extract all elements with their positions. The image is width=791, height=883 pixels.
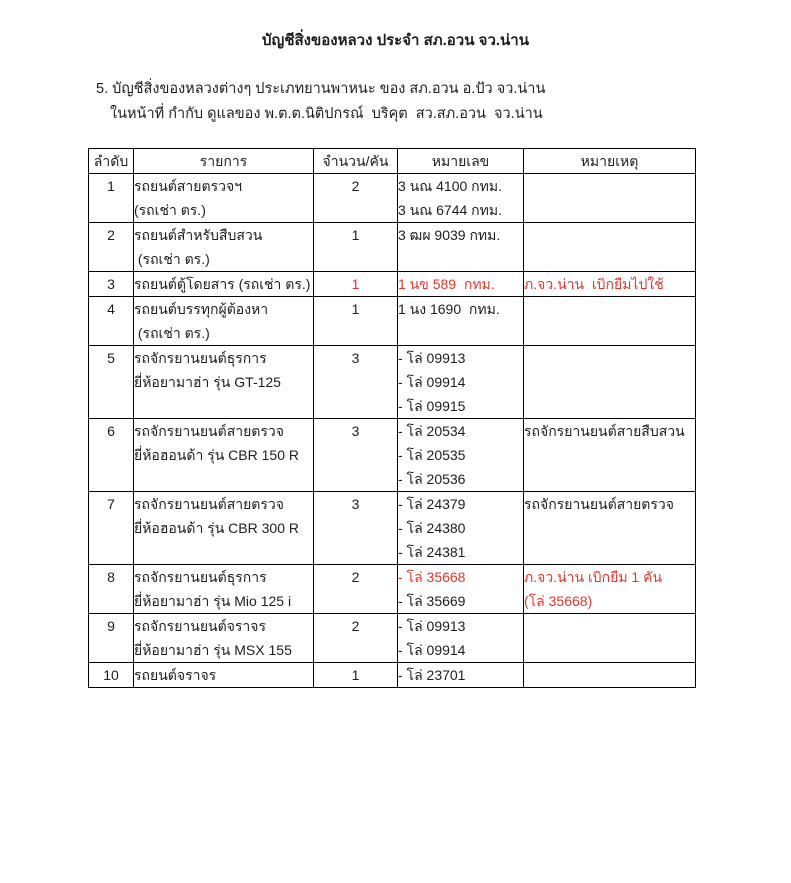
row-number-cell xyxy=(89,663,134,688)
quantity-cell xyxy=(314,174,398,223)
cell-line: - โล่ 20534 xyxy=(398,423,466,439)
cell-line: (รถเช่า ตร.) xyxy=(134,202,206,218)
cell-line: - โล่ 35669 xyxy=(398,593,466,609)
cell-line: 3 xyxy=(107,276,115,292)
cell-line: รถจักรยานยนต์ธุรการ xyxy=(134,569,267,585)
cell-line: 3 xyxy=(351,423,360,439)
cell-line: 6 xyxy=(107,423,115,439)
cell-line: รถยนต์สายตรวจฯ xyxy=(134,178,243,194)
cell-line: 3 ฒผ 9039 กทม. xyxy=(398,227,501,243)
quantity-cell xyxy=(314,419,398,492)
plate-number-cell xyxy=(398,223,524,272)
table-body xyxy=(89,174,696,688)
table-row xyxy=(89,492,696,565)
plate-number-cell xyxy=(398,419,524,492)
cell-line: - โล่ 20536 xyxy=(398,471,466,487)
row-number-cell xyxy=(89,272,134,297)
plate-number-cell xyxy=(398,346,524,419)
row-number-cell xyxy=(89,223,134,272)
cell-line: 2 xyxy=(351,618,360,634)
cell-line: 3 xyxy=(351,496,360,512)
col-header-no: ลำดับ xyxy=(89,149,134,174)
plate-number-cell xyxy=(398,272,524,297)
cell-line: รถจักรยานยนต์จราจร xyxy=(134,618,267,634)
col-header-remark: หมายเหตุ xyxy=(524,149,696,174)
item-cell xyxy=(134,174,314,223)
cell-line: 1 xyxy=(351,667,360,683)
quantity-cell xyxy=(314,346,398,419)
cell-line: - โล่ 09913 xyxy=(398,350,466,366)
cell-line: 1 นง 1690 กทม. xyxy=(398,301,500,317)
cell-line: 1 xyxy=(351,276,360,292)
cell-line: (รถเช่า ตร.) xyxy=(134,325,210,341)
cell-line: (รถเช่า ตร.) xyxy=(134,251,210,267)
table-row xyxy=(89,297,696,346)
item-cell xyxy=(134,614,314,663)
cell-line: - โล่ 23701 xyxy=(398,667,466,683)
plate-number-cell xyxy=(398,663,524,688)
remark-cell xyxy=(524,663,696,688)
cell-line: - โล่ 24381 xyxy=(398,544,466,560)
plate-number-cell xyxy=(398,565,524,614)
cell-line: ยี่ห้อยามาฮ่า รุ่น MSX 155 xyxy=(134,642,292,658)
quantity-cell xyxy=(314,297,398,346)
cell-line xyxy=(524,346,695,370)
table-header-row xyxy=(89,149,696,174)
row-number-cell xyxy=(89,565,134,614)
remark-cell xyxy=(524,272,696,297)
plate-number-cell xyxy=(398,492,524,565)
cell-line: - โล่ 20535 xyxy=(398,447,466,463)
cell-line: ยี่ห้อยามาฮ่า รุ่น Mio 125 i xyxy=(134,593,292,609)
plate-number-cell xyxy=(398,614,524,663)
remark-cell xyxy=(524,614,696,663)
cell-line: 9 xyxy=(107,618,115,634)
cell-line: 2 xyxy=(351,569,360,585)
cell-line: ยี่ห้อฮอนด้า รุ่น CBR 150 R xyxy=(134,447,299,463)
cell-line: 2 xyxy=(107,227,115,243)
cell-line: 5 xyxy=(107,350,115,366)
cell-line: - โล่ 35668 xyxy=(398,569,466,585)
intro-paragraph xyxy=(96,77,791,127)
cell-line: 3 นณ 6744 กทม. xyxy=(398,202,502,218)
table-row xyxy=(89,614,696,663)
item-cell xyxy=(134,663,314,688)
cell-line: รถจักรยานยนต์สายตรวจ xyxy=(524,496,674,512)
remark-cell xyxy=(524,223,696,272)
item-cell xyxy=(134,297,314,346)
col-header-item: รายการ xyxy=(134,149,314,174)
cell-line: รถยนต์สำหรับสืบสวน xyxy=(134,227,263,243)
cell-line: รถจักรยานยนต์ธุรการ xyxy=(134,350,267,366)
cell-line: ยี่ห้อฮอนด้า รุ่น CBR 300 R xyxy=(134,520,299,536)
cell-line: 3 xyxy=(351,350,360,366)
item-cell xyxy=(134,565,314,614)
item-cell xyxy=(134,272,314,297)
row-number-cell xyxy=(89,614,134,663)
table-row xyxy=(89,663,696,688)
cell-line: ยี่ห้อยามาฮ่า รุ่น GT-125 xyxy=(134,374,281,390)
table-row xyxy=(89,565,696,614)
intro-line-1: 5. บัญชีสิ่งของหลวงต่างๆ ประเภทยานพาหนะ ของ สภ.อวน อ.ปัว จว.น่าน xyxy=(96,81,546,97)
quantity-cell xyxy=(314,492,398,565)
cell-line: 7 xyxy=(107,496,115,512)
quantity-cell xyxy=(314,223,398,272)
remark-cell xyxy=(524,297,696,346)
cell-line: (โล่ 35668) xyxy=(524,593,593,609)
cell-line: รถยนต์บรรทุกผู้ต้องหา xyxy=(134,301,269,317)
cell-line: 8 xyxy=(107,569,115,585)
remark-cell xyxy=(524,492,696,565)
table-row xyxy=(89,272,696,297)
item-cell xyxy=(134,223,314,272)
cell-line: 1 นข 589 กทม. xyxy=(398,276,495,292)
cell-line xyxy=(524,614,695,638)
cell-line xyxy=(524,223,695,247)
cell-line: - โล่ 09915 xyxy=(398,398,466,414)
cell-line: รถยนต์ตู้โดยสาร (รถเช่า ตร.) xyxy=(134,276,311,292)
row-number-cell xyxy=(89,297,134,346)
row-number-cell xyxy=(89,174,134,223)
cell-line: - โล่ 24380 xyxy=(398,520,466,536)
inventory-table xyxy=(88,148,696,688)
plate-number-cell xyxy=(398,174,524,223)
cell-line: - โล่ 09914 xyxy=(398,642,466,658)
remark-cell xyxy=(524,419,696,492)
item-cell xyxy=(134,492,314,565)
table-row xyxy=(89,419,696,492)
row-number-cell xyxy=(89,419,134,492)
cell-line: - โล่ 09914 xyxy=(398,374,466,390)
table-row xyxy=(89,223,696,272)
document-title: บัญชีสิ่งของหลวง ประจำ สภ.อวน จว.น่าน xyxy=(262,32,529,49)
quantity-cell xyxy=(314,272,398,297)
intro-line-2: ในหน้าที่ กำกับ ดูแลของ พ.ต.ต.นิติปกรณ์ บริคุต สว.สภ.อวน จว.น่าน xyxy=(110,106,543,122)
col-header-quantity: จำนวน/คัน xyxy=(314,149,398,174)
cell-line xyxy=(524,663,695,687)
cell-line: 3 นณ 4100 กทม. xyxy=(398,178,502,194)
remark-cell xyxy=(524,346,696,419)
cell-line: - โล่ 24379 xyxy=(398,496,466,512)
table-row xyxy=(89,174,696,223)
cell-line: 4 xyxy=(107,301,115,317)
cell-line: รถจักรยานยนต์สายตรวจ xyxy=(134,423,284,439)
table-row xyxy=(89,346,696,419)
quantity-cell xyxy=(314,614,398,663)
col-header-number: หมายเลข xyxy=(398,149,524,174)
row-number-cell xyxy=(89,346,134,419)
cell-line: 2 xyxy=(351,178,360,194)
cell-line: ภ.จว.น่าน เบิกยืม 1 คัน xyxy=(524,569,663,585)
cell-line: 10 xyxy=(103,667,119,683)
row-number-cell xyxy=(89,492,134,565)
remark-cell xyxy=(524,174,696,223)
item-cell xyxy=(134,419,314,492)
item-cell xyxy=(134,346,314,419)
cell-line: รถจักรยานยนต์สายตรวจ xyxy=(134,496,284,512)
remark-cell xyxy=(524,565,696,614)
cell-line: - โล่ 09913 xyxy=(398,618,466,634)
quantity-cell xyxy=(314,565,398,614)
cell-line: 1 xyxy=(351,227,360,243)
plate-number-cell xyxy=(398,297,524,346)
quantity-cell xyxy=(314,663,398,688)
cell-line: 1 xyxy=(107,178,115,194)
cell-line: รถยนต์จราจร xyxy=(134,667,217,683)
cell-line xyxy=(524,174,695,198)
cell-line: รถจักรยานยนต์สายสืบสวน xyxy=(524,423,685,439)
cell-line xyxy=(524,297,695,321)
cell-line: 1 xyxy=(351,301,360,317)
cell-line: ภ.จว.น่าน เบิกยืมไปใช้ xyxy=(524,276,664,292)
